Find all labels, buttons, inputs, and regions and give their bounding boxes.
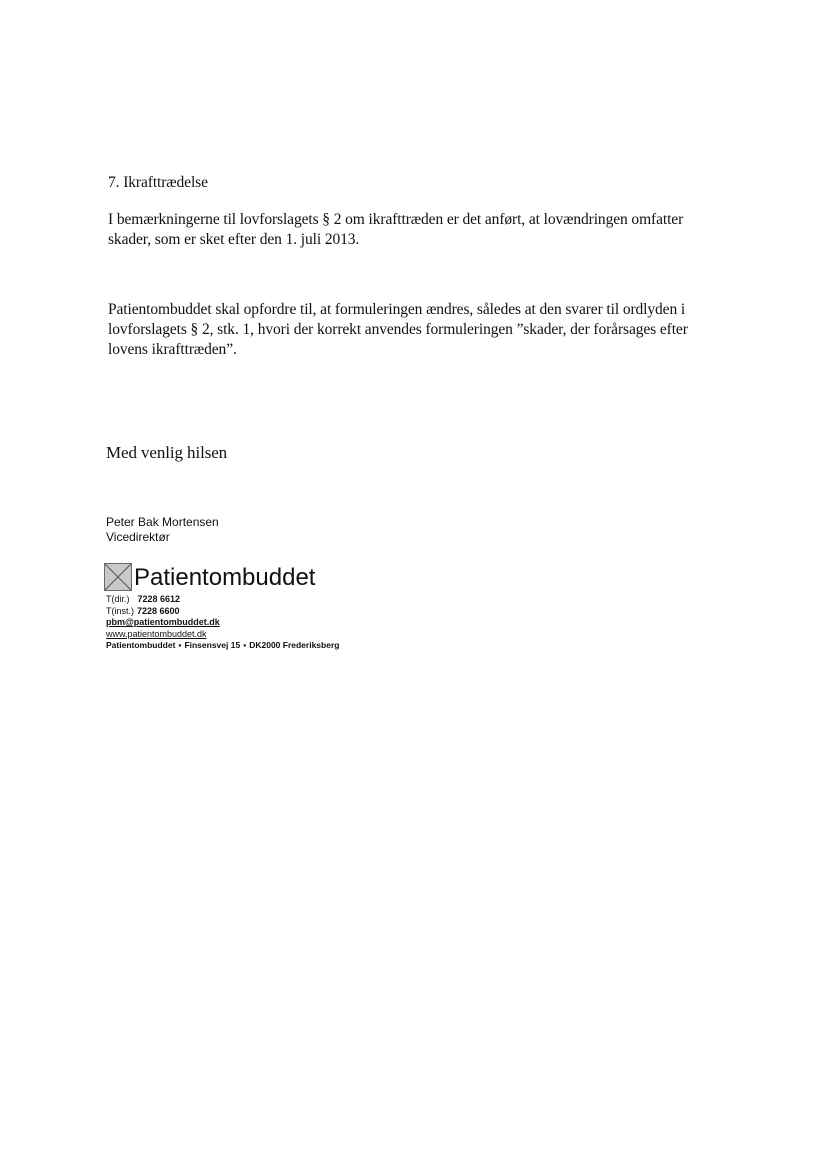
signer-name: Peter Bak Mortensen bbox=[106, 515, 219, 529]
website-link[interactable]: www.patientombuddet.dk bbox=[106, 628, 207, 639]
footer-street: Finsensvej 15 bbox=[184, 640, 241, 650]
phone-direct-label: T(dir.) bbox=[106, 594, 130, 604]
logo-text: Patientombuddet bbox=[134, 564, 316, 591]
contact-details bbox=[106, 594, 339, 652]
phone-direct-number: 7228 6612 bbox=[137, 594, 181, 604]
organization-logo bbox=[104, 561, 315, 591]
footer-city: DK2000 Frederiksberg bbox=[249, 640, 340, 650]
paragraph-effective-date: I bemærkningerne til lovforslagets § 2 om ikrafttræden er det anført, at lovændringen omfatter skader, som er sket efter den 1. juli 2013. bbox=[108, 211, 684, 248]
footer-org: Patientombuddet bbox=[106, 640, 176, 650]
phone-institution-row bbox=[106, 606, 339, 618]
closing-greeting: Med venlig hilsen bbox=[106, 443, 228, 462]
separator-bullet: ▪ bbox=[178, 640, 182, 650]
phone-direct-row bbox=[106, 594, 339, 606]
broken-image-icon bbox=[104, 563, 132, 591]
signature-block bbox=[106, 515, 219, 545]
separator-bullet: ▪ bbox=[243, 640, 247, 650]
email-link[interactable]: pbm@patientombuddet.dk bbox=[106, 617, 220, 627]
signer-title: Vicedirektør bbox=[106, 530, 170, 544]
phone-institution-label: T(inst.) bbox=[106, 605, 134, 616]
phone-institution-number: 7228 6600 bbox=[137, 605, 180, 616]
section-heading: 7. Ikrafttrædelse bbox=[108, 174, 208, 191]
paragraph-recommendation: Patientombuddet skal opfordre til, at formuleringen ændres, således at den svarer til ordlyden i lovforslagets § 2, stk. 1, hvori der korrekt anvendes formuleringen ”skader, der forårsages efter lovens ikrafttræden”. bbox=[108, 301, 688, 358]
footer-address bbox=[106, 640, 339, 652]
